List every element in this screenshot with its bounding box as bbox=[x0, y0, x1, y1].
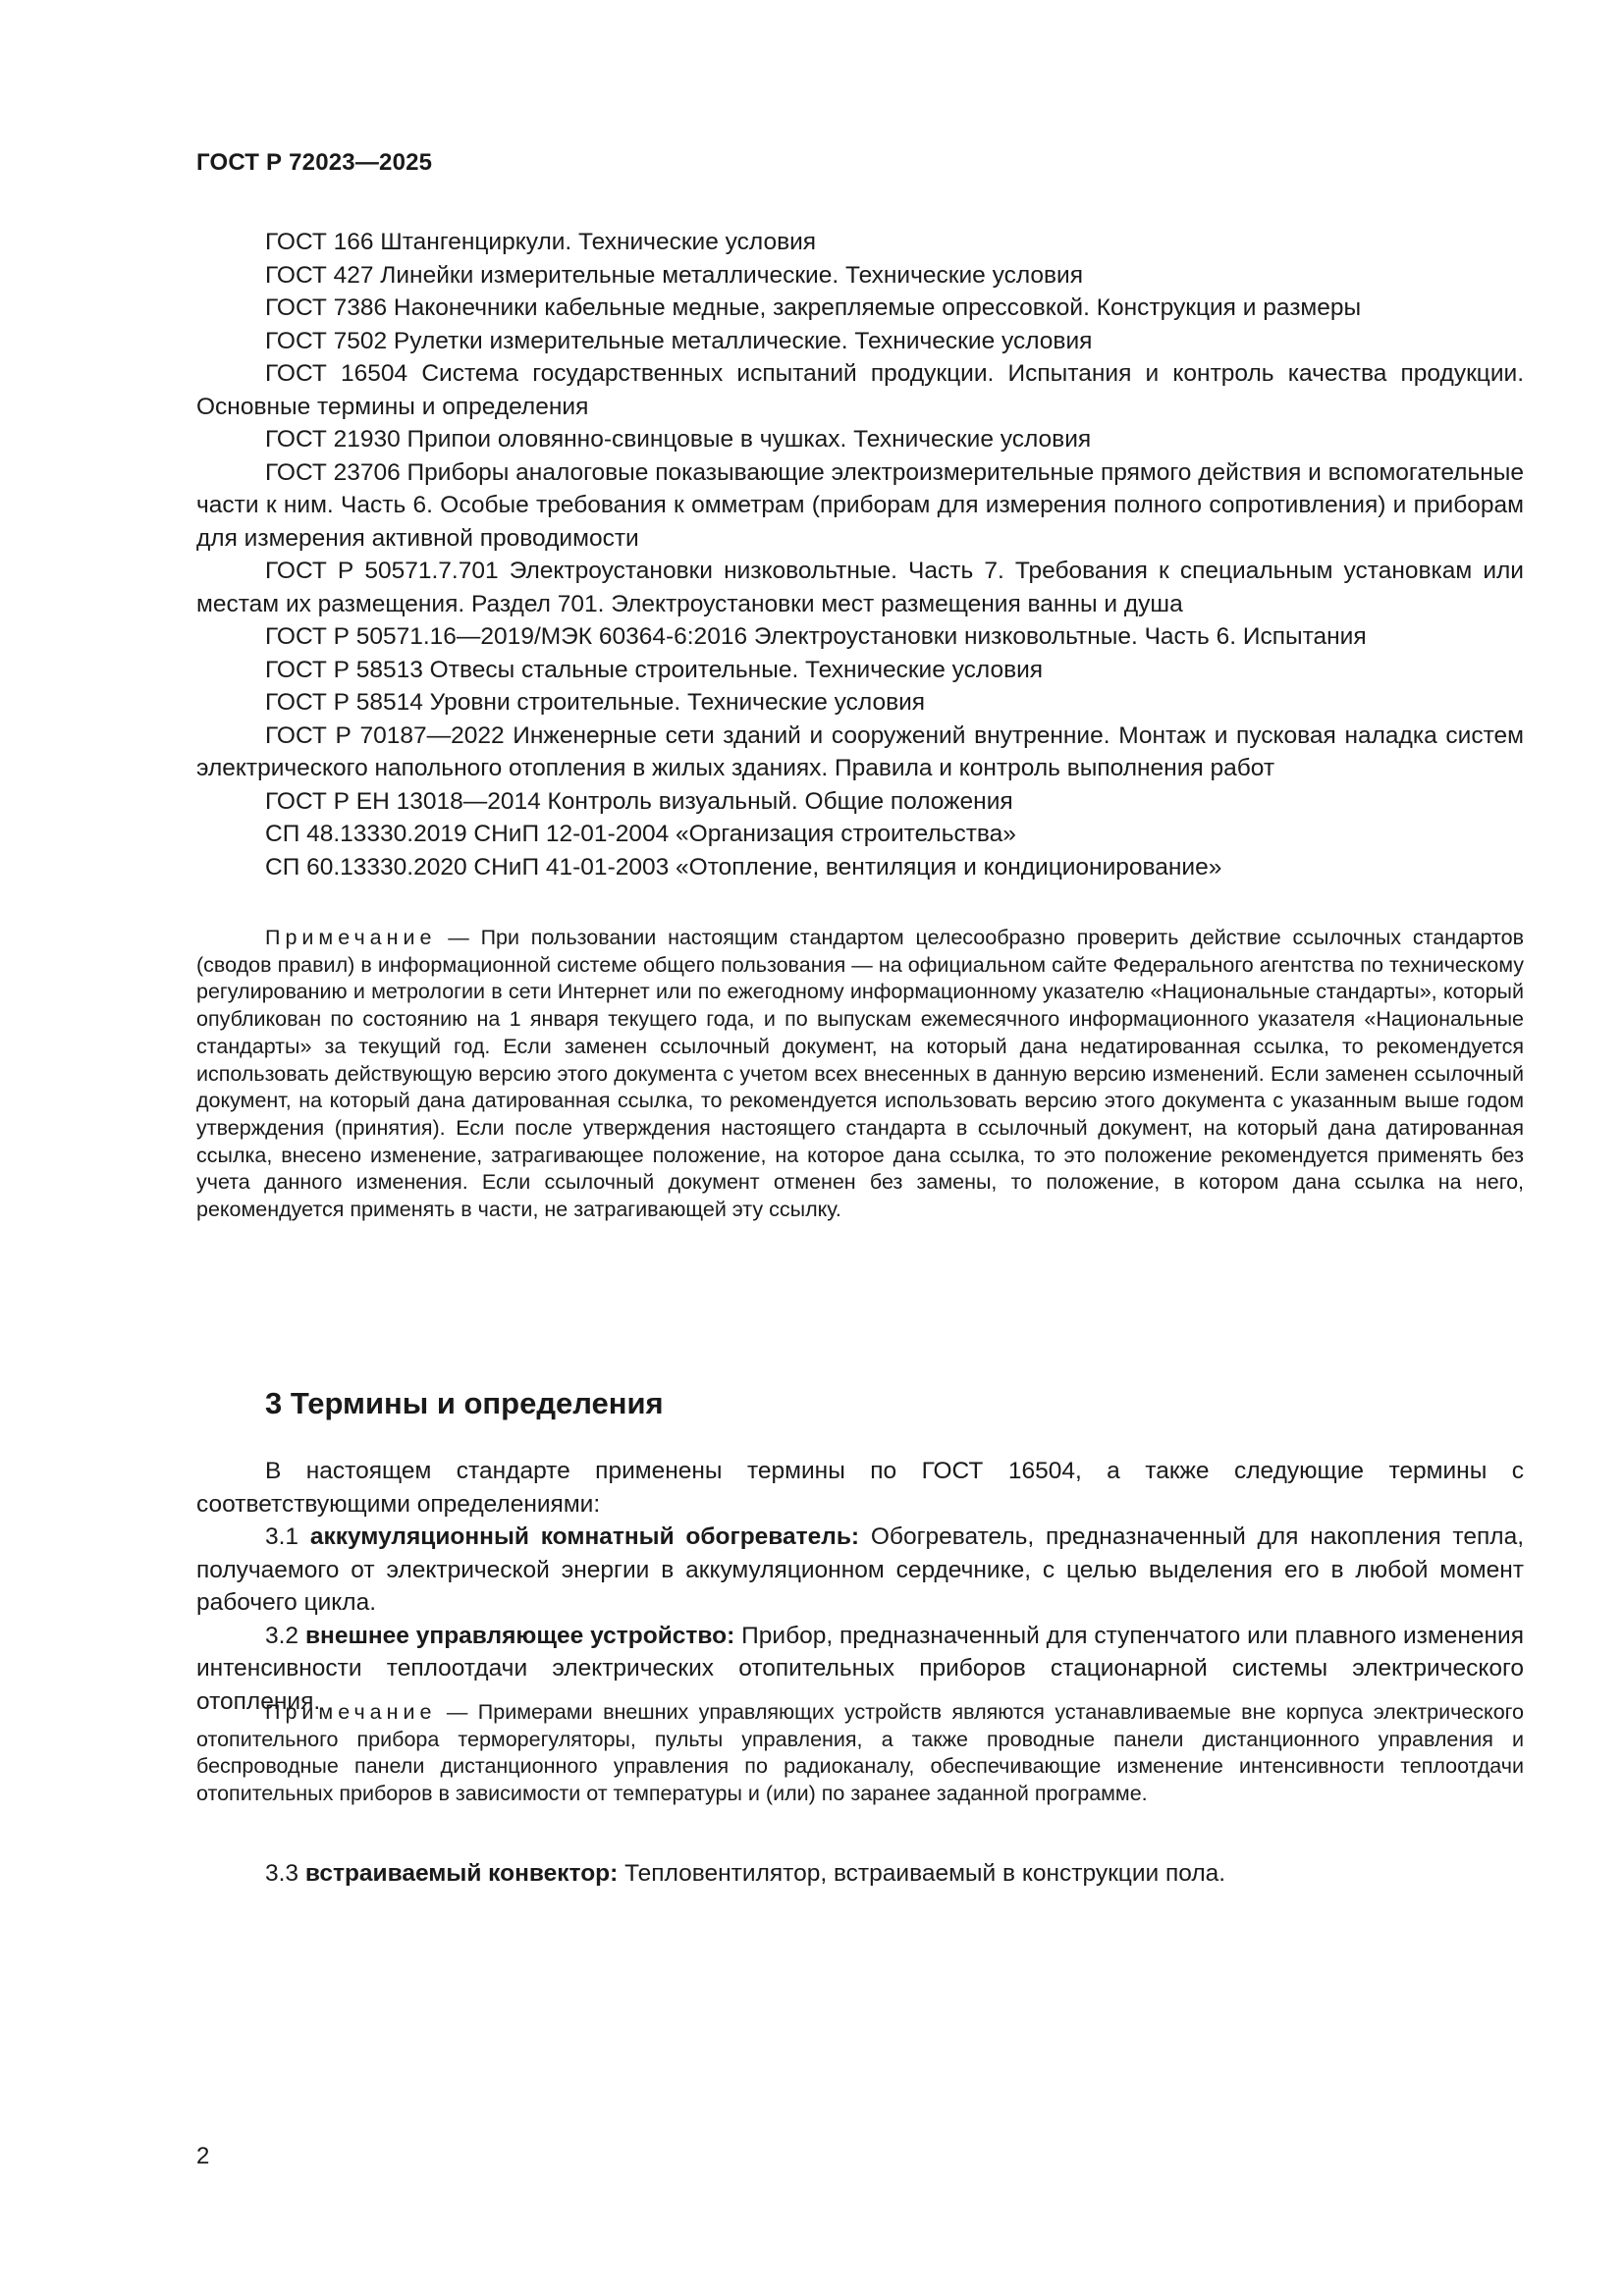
section-intro: В настоящем стандарте применены термины по ГОСТ 16504, а также следующие термины с соответствующими определениями: bbox=[196, 1458, 1524, 1518]
reference-item: ГОСТ 16504 Система государственных испытаний продукции. Испытания и контроль качества продукции. Основные термины и определения bbox=[196, 360, 1524, 420]
reference-item: ГОСТ Р 70187—2022 Инженерные сети зданий и сооружений внутренние. Монтаж и пусковая наладка систем электрического напольного отопления в жилых зданиях. Правила и контроль выполнения работ bbox=[196, 721, 1524, 781]
normative-references-list bbox=[196, 226, 1524, 883]
reference-item: ГОСТ Р 50571.7.701 Электроустановки низковольтные. Часть 7. Требования к специальным установкам или местам их размещения. Раздел 701. Электроустановки мест размещения ванны и душа bbox=[196, 558, 1524, 617]
note-text: — Примерами внешних управляющих устройств являются устанавливаемые вне корпуса электрического отопительного прибора терморегуляторы, пульты управления, а также проводные панели дистанционного управления и беспроводные панели дистанционного управления по радиоканалу, обеспечивающие изменение интенсивности теплоотдачи отопительных приборов в зависимости от температуры и (или) по заранее заданной программе. bbox=[196, 1700, 1524, 1806]
reference-item: ГОСТ Р ЕН 13018—2014 Контроль визуальный. Общие положения bbox=[265, 787, 1013, 815]
term-note bbox=[196, 1699, 1524, 1808]
note-text: — При пользовании настоящим стандартом целесообразно проверить действие ссылочных стандартов (сводов правил) в информационной системе общего пользования — на официальном сайте Федерального агентства по техническому регулированию и метрологии в сети Интернет или по ежегодному информационному указателю «Национальные стандарты», который опубликован по состоянию на 1 января текущего года, и по выпускам ежемесячного информационного указателя «Национальные стандарты» за текущий год. Если заменен ссылочный документ, на который дана недатированная ссылка, то рекомендуется использовать действующую версию этого документа с учетом всех внесенных в данную версию изменений. Если заменен ссылочный документ, на который дана датированная ссылка, то рекомендуется использовать версию этого документа с указанным выше годом утверждения (принятия). Если после утверждения настоящего стандарта в ссылочный документ, на который дана датированная ссылка, внесено изменение, затрагивающее положение, на которое дана ссылка, то это положение рекомендуется применять без учета данного изменения. Если ссылочный документ отменен без замены, то положение, в котором дана ссылка на него, рекомендуется применять в части, не затрагивающей эту ссылку. bbox=[196, 926, 1524, 1222]
reference-item: СП 48.13330.2019 СНиП 12-01-2004 «Организация строительства» bbox=[265, 821, 1016, 847]
reference-item: ГОСТ Р 58514 Уровни строительные. Технические условия bbox=[265, 689, 926, 716]
note-label: Примечание bbox=[265, 1700, 437, 1724]
terms-section bbox=[196, 1455, 1524, 1718]
note-label: Примечание bbox=[265, 926, 437, 949]
term-number: 3.2 bbox=[265, 1622, 305, 1649]
reference-item: ГОСТ 23706 Приборы аналоговые показывающие электроизмерительные прямого действия и вспомогательные части к ним. Часть 6. Особые требования к омметрам (приборам для измерения полного сопротивления) и приборам для измерения активной проводимости bbox=[196, 458, 1524, 552]
term-definition bbox=[196, 1521, 1524, 1620]
page-number: 2 bbox=[196, 2143, 210, 2169]
reference-item: ГОСТ 7386 Наконечники кабельные медные, закрепляемые опрессовкой. Конструкция и размеры bbox=[265, 294, 1362, 321]
section-title: 3 Термины и определения bbox=[265, 1386, 664, 1420]
term-definition bbox=[196, 1857, 1524, 1891]
term-number: 3.1 bbox=[265, 1523, 310, 1550]
term-name: встраиваемый конвектор: bbox=[304, 1860, 619, 1887]
references-note bbox=[196, 925, 1524, 1224]
reference-item: ГОСТ 7502 Рулетки измерительные металлические. Технические условия bbox=[265, 327, 1093, 354]
reference-item: ГОСТ Р 58513 Отвесы стальные строительные. Технические условия bbox=[265, 656, 1044, 683]
reference-item: ГОСТ 427 Линейки измерительные металлические. Технические условия bbox=[265, 261, 1083, 289]
reference-item: ГОСТ Р 50571.16—2019/МЭК 60364-6:2016 Электроустановки низковольтные. Часть 6. Испытания bbox=[265, 623, 1367, 650]
reference-item: СП 60.13330.2020 СНиП 41-01-2003 «Отопление, вентиляция и кондиционирование» bbox=[265, 853, 1222, 881]
terms-section-cont bbox=[196, 1857, 1524, 1891]
term-text: Тепловентилятор, встраиваемый в конструкции пола. bbox=[618, 1860, 1226, 1887]
term-text: Прибор, предназначенный для ступенчатого или плавного изменения интенсивности теплоотдачи электрических отопительных приборов стационарной системы электрического отопления. bbox=[196, 1622, 1525, 1715]
term-name: аккумуляционный комнатный обогреватель: bbox=[309, 1523, 860, 1550]
term-name: внешнее управляющее устройство: bbox=[304, 1622, 735, 1649]
reference-item: ГОСТ 166 Штангенциркули. Технические условия bbox=[265, 229, 817, 255]
reference-item: ГОСТ 21930 Припои оловянно-свинцовые в чушках. Технические условия bbox=[265, 426, 1092, 453]
document-id-header: ГОСТ Р 72023—2025 bbox=[196, 149, 433, 176]
term-text: Обогреватель, предназначенный для накопления тепла, получаемого от электрической энергии в аккумуляционном сердечнике, с целью выделения его в любой момент рабочего цикла. bbox=[196, 1523, 1525, 1616]
term-number: 3.3 bbox=[265, 1860, 305, 1887]
